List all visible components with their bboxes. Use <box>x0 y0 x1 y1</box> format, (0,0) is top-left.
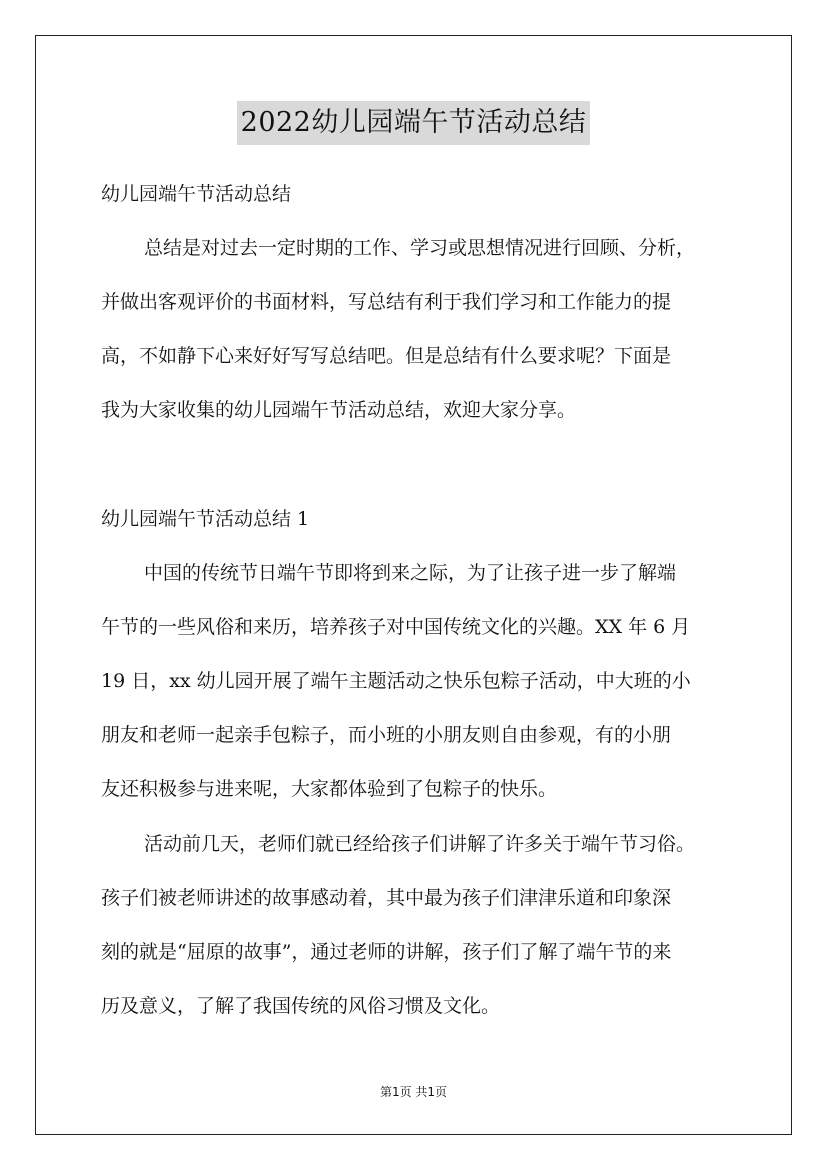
paragraph-2-line: 孩子们被老师讲述的故事感动着，其中最为孩子们津津乐道和印象深 <box>101 887 672 909</box>
paragraph-2-line: 刻的就是“屈原的故事”，通过老师的讲解，孩子们了解了端午节的来 <box>101 941 672 963</box>
intro-line: 高，不如静下心来好好写写总结吧。但是总结有什么要求呢？下面是 <box>101 345 672 367</box>
section-heading-1: 幼儿园端午节活动总结 1 <box>101 508 310 530</box>
page-number-footer: 第1页 共1页 <box>379 1085 448 1099</box>
document-title: 2022幼儿园端午节活动总结 <box>237 101 591 145</box>
paragraph-2-line: 活动前几天，老师们就已经给孩子们讲解了许多关于端午节习俗。 <box>144 833 696 855</box>
intro-line: 并做出客观评价的书面材料，写总结有利于我们学习和工作能力的提 <box>101 291 672 313</box>
paragraph-2-line: 历及意义，了解了我国传统的风俗习惯及文化。 <box>101 995 501 1017</box>
paragraph-1-line: 午节的一些风俗和来历，培养孩子对中国传统文化的兴趣。XX 年 6 月 <box>101 616 691 638</box>
paragraph-1-line: 朋友和老师一起亲手包粽子，而小班的小朋友则自由参观，有的小朋 <box>101 724 672 746</box>
paragraph-1-line: 19 日，xx 幼儿园开展了端午主题活动之快乐包粽子活动，中大班的小 <box>101 670 691 692</box>
paragraph-1-line: 友还积极参与进来呢，大家都体验到了包粽子的快乐。 <box>101 778 558 800</box>
paragraph-1-line: 中国的传统节日端午节即将到来之际，为了让孩子进一步了解端 <box>144 562 677 584</box>
intro-line: 我为大家收集的幼儿园端午节活动总结，欢迎大家分享。 <box>101 399 577 421</box>
intro-line: 总结是对过去一定时期的工作、学习或思想情况进行回顾、分析， <box>144 237 696 259</box>
section-heading: 幼儿园端午节活动总结 <box>101 183 292 205</box>
title-container <box>0 101 827 145</box>
